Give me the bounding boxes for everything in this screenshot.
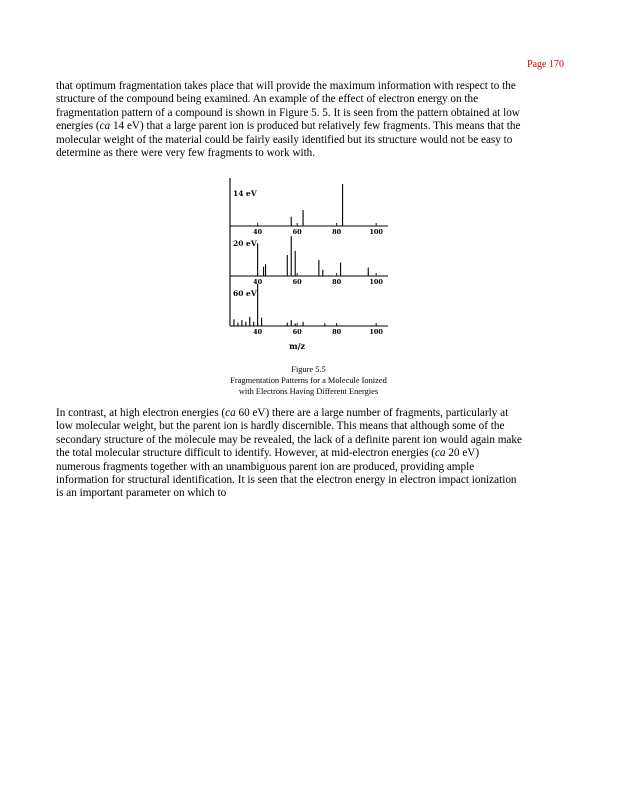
text-line: that optimum fragmentation takes place that will provide the maximum information with respect to the bbox=[56, 80, 516, 92]
text-line: low molecular weight, but the parent ion is hardly discernible. This means that although some of the bbox=[56, 420, 505, 433]
figure-caption-subtitle: with Electrons Having Different Energies bbox=[238, 387, 379, 396]
panel-label: 14 eV bbox=[233, 189, 257, 198]
figure-caption-number: Figure 5.5 bbox=[291, 365, 326, 374]
text-line: the total molecular structure difficult to identify. However, at mid-electron energies (ca 20 eV) bbox=[56, 447, 480, 460]
x-tick-label: 60 bbox=[292, 228, 302, 236]
x-tick-label: 100 bbox=[369, 328, 383, 336]
text-line: In contrast, at high electron energies (ca 60 eV) there are a large number of fragments, particularly at bbox=[56, 407, 509, 419]
panel-label: 60 eV bbox=[233, 289, 257, 298]
x-tick-label: 60 bbox=[292, 328, 302, 336]
x-tick-label: 60 bbox=[292, 278, 302, 286]
text-line: structure of the compound being examined. An example of the effect of electron energy on the bbox=[56, 93, 479, 106]
paragraph-intro bbox=[56, 80, 568, 160]
mass-spectrum-figure bbox=[200, 172, 420, 362]
x-tick-label: 40 bbox=[253, 328, 263, 336]
text-line: energies (ca 14 eV) that a large parent ion is produced but relatively few fragments. This means that the bbox=[56, 120, 521, 133]
x-tick-label: 80 bbox=[332, 278, 342, 286]
x-tick-label: 40 bbox=[253, 278, 263, 286]
mass-spectrum-chart bbox=[200, 172, 420, 362]
x-tick-label: 100 bbox=[369, 228, 383, 236]
text-line: secondary structure of the molecule may be revealed, the lack of a definite parent ion would again make bbox=[56, 433, 522, 446]
text-line: information for structural identification. It is seen that the electron energy in electron impact ionization bbox=[56, 474, 517, 487]
page-number: Page 170 bbox=[527, 59, 564, 70]
text-line: determine as there were very few fragments to work with. bbox=[56, 147, 316, 160]
text-line: fragmentation pattern of a compound is shown in Figure 5. 5. It is seen from the pattern obtained at low bbox=[56, 106, 520, 119]
figure-caption-title: Fragmentation Patterns for a Molecule Ionized bbox=[230, 376, 387, 385]
panel-label: 20 eV bbox=[233, 239, 257, 248]
x-tick-label: 80 bbox=[332, 328, 342, 336]
paragraph-contrast bbox=[56, 407, 568, 501]
x-tick-label: 80 bbox=[332, 228, 342, 236]
text-line: numerous fragments together with an unambiguous parent ion are produced, providing ample bbox=[56, 460, 475, 473]
x-tick-label: 100 bbox=[369, 278, 383, 286]
text-line: is an important parameter on which to bbox=[56, 487, 227, 500]
text-line: molecular weight of the material could be fairly easily identified but its structure would not be easy to bbox=[56, 133, 513, 146]
x-tick-label: 40 bbox=[253, 228, 263, 236]
x-axis-title: m/z bbox=[289, 341, 306, 351]
